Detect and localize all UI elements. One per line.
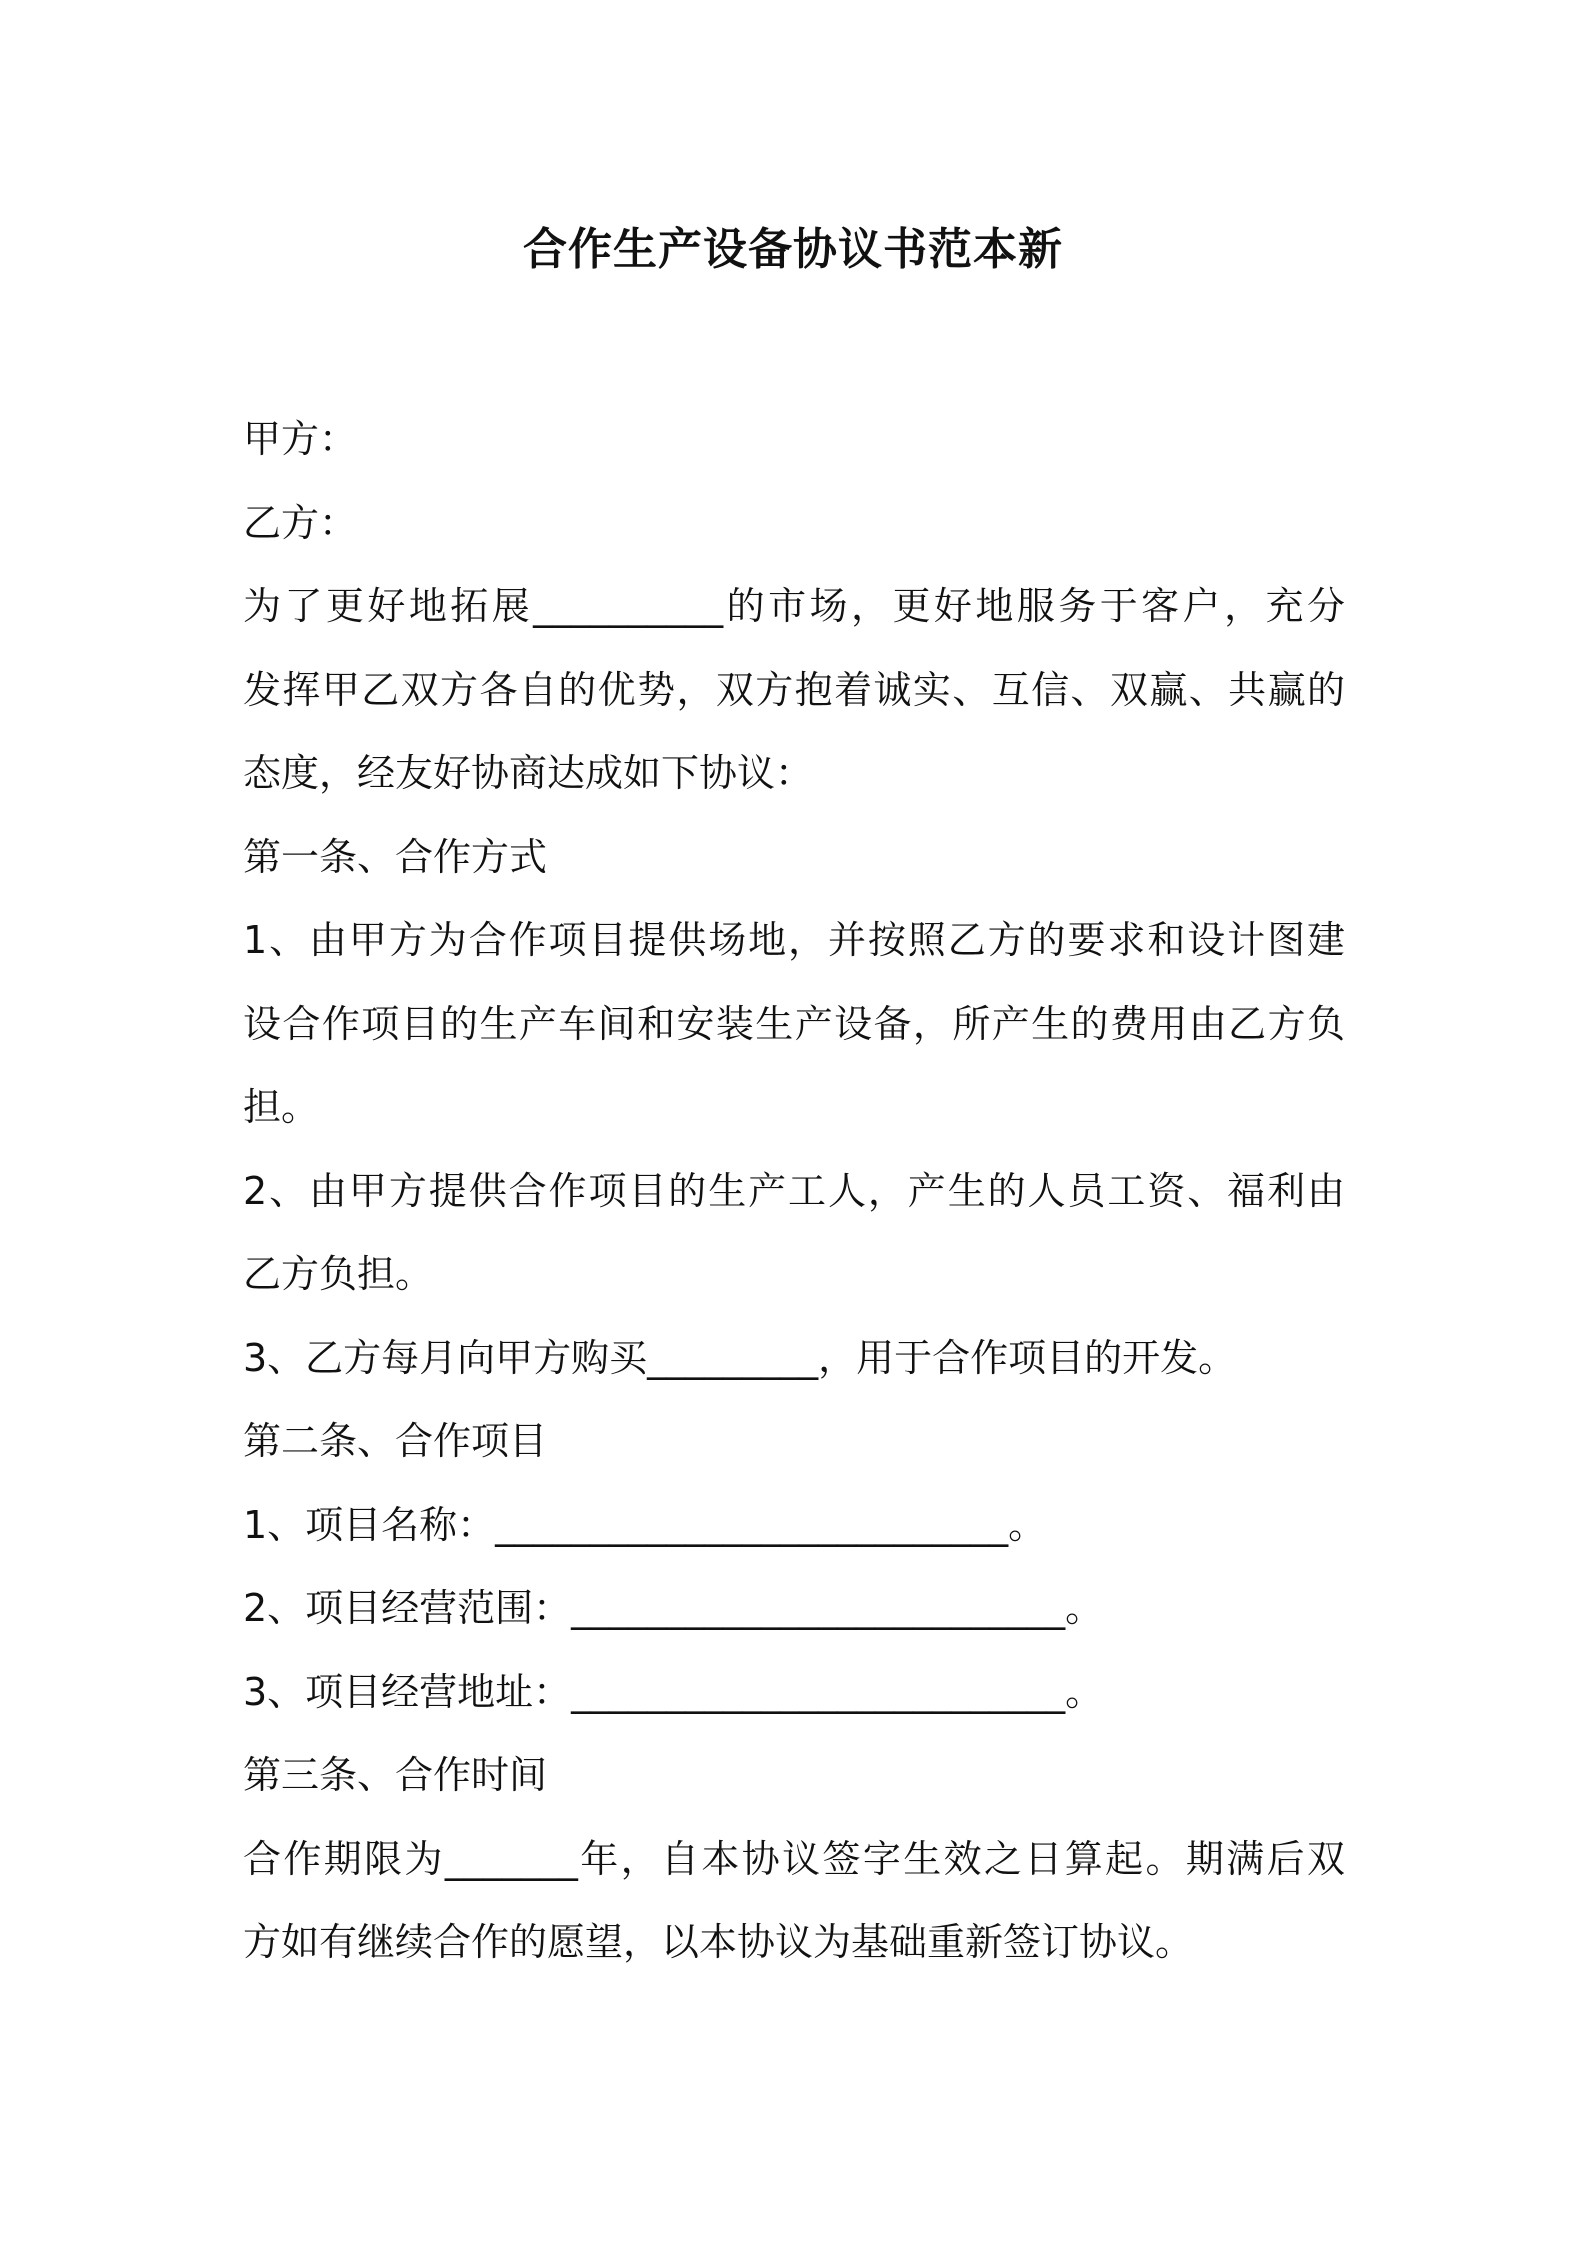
clause-line: 合作期限为_______年，自本协议签字生效之日算起。期满后双 bbox=[243, 1836, 1345, 1881]
party-b-line: 乙方： bbox=[243, 500, 358, 545]
article-heading: 第三条、合作时间 bbox=[243, 1753, 548, 1797]
clause-line: 2、由甲方提供合作项目的生产工人，产生的人员工资、福利由 bbox=[243, 1168, 1345, 1213]
article-heading: 第一条、合作方式 bbox=[243, 834, 548, 879]
clause-line: 担。 bbox=[243, 1085, 320, 1129]
clause-line: 3、乙方每月向甲方购买_________，用于合作项目的开发。 bbox=[243, 1335, 1237, 1380]
article-heading: 第二条、合作项目 bbox=[243, 1419, 548, 1463]
clause-line: 方如有继续合作的愿望，以本协议为基础重新签订协议。 bbox=[243, 1920, 1194, 1964]
clause-line: 设合作项目的生产车间和安装生产设备，所产生的费用由乙方负 bbox=[243, 1001, 1345, 1046]
clause-line: 乙方负担。 bbox=[243, 1252, 434, 1296]
document-body bbox=[243, 398, 1345, 1985]
preamble-line: 发挥甲乙双方各自的优势，双方抱着诚实、互信、双赢、共赢的 bbox=[243, 667, 1345, 712]
document-title: 合作生产设备协议书范本新 bbox=[523, 224, 1063, 275]
clause-line: 3、项目经营地址：__________________________。 bbox=[243, 1669, 1104, 1714]
clause-line: 1、项目名称：___________________________。 bbox=[243, 1502, 1047, 1547]
clause-line: 2、项目经营范围：__________________________。 bbox=[243, 1586, 1104, 1630]
party-a-line: 甲方： bbox=[243, 417, 358, 461]
preamble-line: 为了更好地拓展__________的市场，更好地服务于客户，充分 bbox=[243, 584, 1345, 628]
preamble-line: 态度，经友好协商达成如下协议： bbox=[243, 751, 814, 795]
clause-line: 1、由甲方为合作项目提供场地，并按照乙方的要求和设计图建 bbox=[243, 918, 1345, 962]
